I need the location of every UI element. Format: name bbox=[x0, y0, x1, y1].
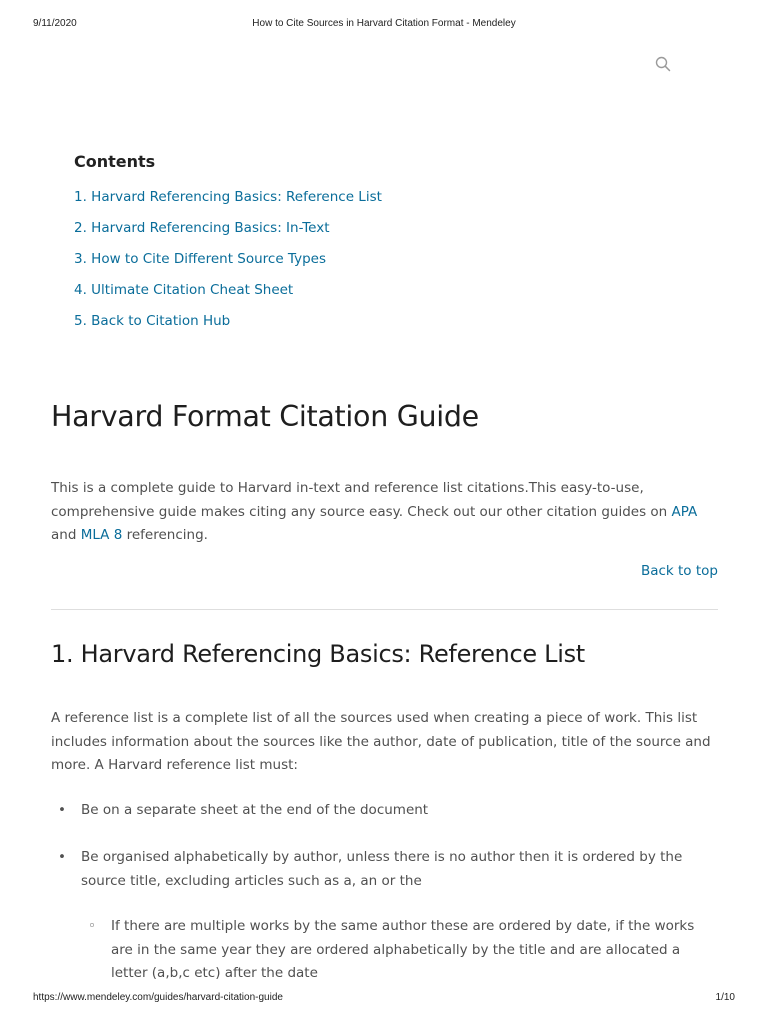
contents-link-cheat-sheet[interactable]: 4. Ultimate Citation Cheat Sheet bbox=[74, 282, 294, 298]
article-header bbox=[51, 400, 718, 433]
contents-link-source-types[interactable]: 3. How to Cite Different Source Types bbox=[74, 251, 326, 267]
section-divider bbox=[51, 609, 718, 610]
intro-text-end: referencing. bbox=[122, 527, 208, 543]
list-item-text: Be on a separate sheet at the end of the document bbox=[81, 802, 429, 818]
print-page-title: How to Cite Sources in Harvard Citation Format - Mendeley bbox=[252, 18, 516, 29]
contents-link-reference-list[interactable]: 1. Harvard Referencing Basics: Reference List bbox=[74, 189, 382, 205]
reference-list-paragraph: A reference list is a complete list of all the sources used when creating a piece of work. This list includes information about the sources like the author, date of publication, title of the source and more. A Harvard reference list must: bbox=[51, 710, 711, 773]
intro-text-middle: and bbox=[51, 527, 81, 543]
apa-guide-link[interactable]: APA bbox=[671, 503, 698, 520]
bullet-disc: • bbox=[58, 849, 66, 865]
bullet-circle: ◦ bbox=[88, 918, 96, 934]
intro-paragraph bbox=[51, 477, 718, 548]
contents-heading: Contents bbox=[74, 152, 156, 171]
mla-guide-link[interactable]: MLA 8 bbox=[80, 527, 123, 543]
intro-text-start: This is a complete guide to Harvard in-text and reference list citations.This easy-to-use, comprehensive guide makes citing any source easy. Check out our other citation guides on bbox=[51, 480, 672, 520]
bullet-disc: • bbox=[58, 802, 66, 818]
list-item-text: Be organised alphabetically by author, unless there is no author then it is ordered by the source title, excluding articles such as a, an or the bbox=[81, 849, 683, 889]
print-footer bbox=[0, 992, 768, 1006]
section-heading-reference-list: 1. Harvard Referencing Basics: Reference List bbox=[51, 640, 585, 668]
print-header bbox=[0, 18, 768, 32]
search-icon[interactable] bbox=[655, 56, 671, 72]
contents-link-in-text[interactable]: 2. Harvard Referencing Basics: In-Text bbox=[74, 220, 330, 236]
page-title: Harvard Format Citation Guide bbox=[51, 400, 479, 433]
back-to-top-link[interactable]: Back to top bbox=[640, 563, 718, 579]
contents-link-citation-hub[interactable]: 5. Back to Citation Hub bbox=[74, 313, 231, 329]
page-number: 1/10 bbox=[715, 992, 735, 1003]
table-of-contents bbox=[74, 152, 694, 343]
print-url: https://www.mendeley.com/guides/harvard-citation-guide bbox=[33, 992, 283, 1003]
contents-list bbox=[74, 188, 694, 343]
sub-list-item-text: If there are multiple works by the same author these are ordered by date, if the works are in the same year they are ordered alphabetically by the title and are allocated a letter (a,b,c etc) after the date bbox=[111, 918, 695, 981]
print-date: 9/11/2020 bbox=[33, 18, 77, 29]
